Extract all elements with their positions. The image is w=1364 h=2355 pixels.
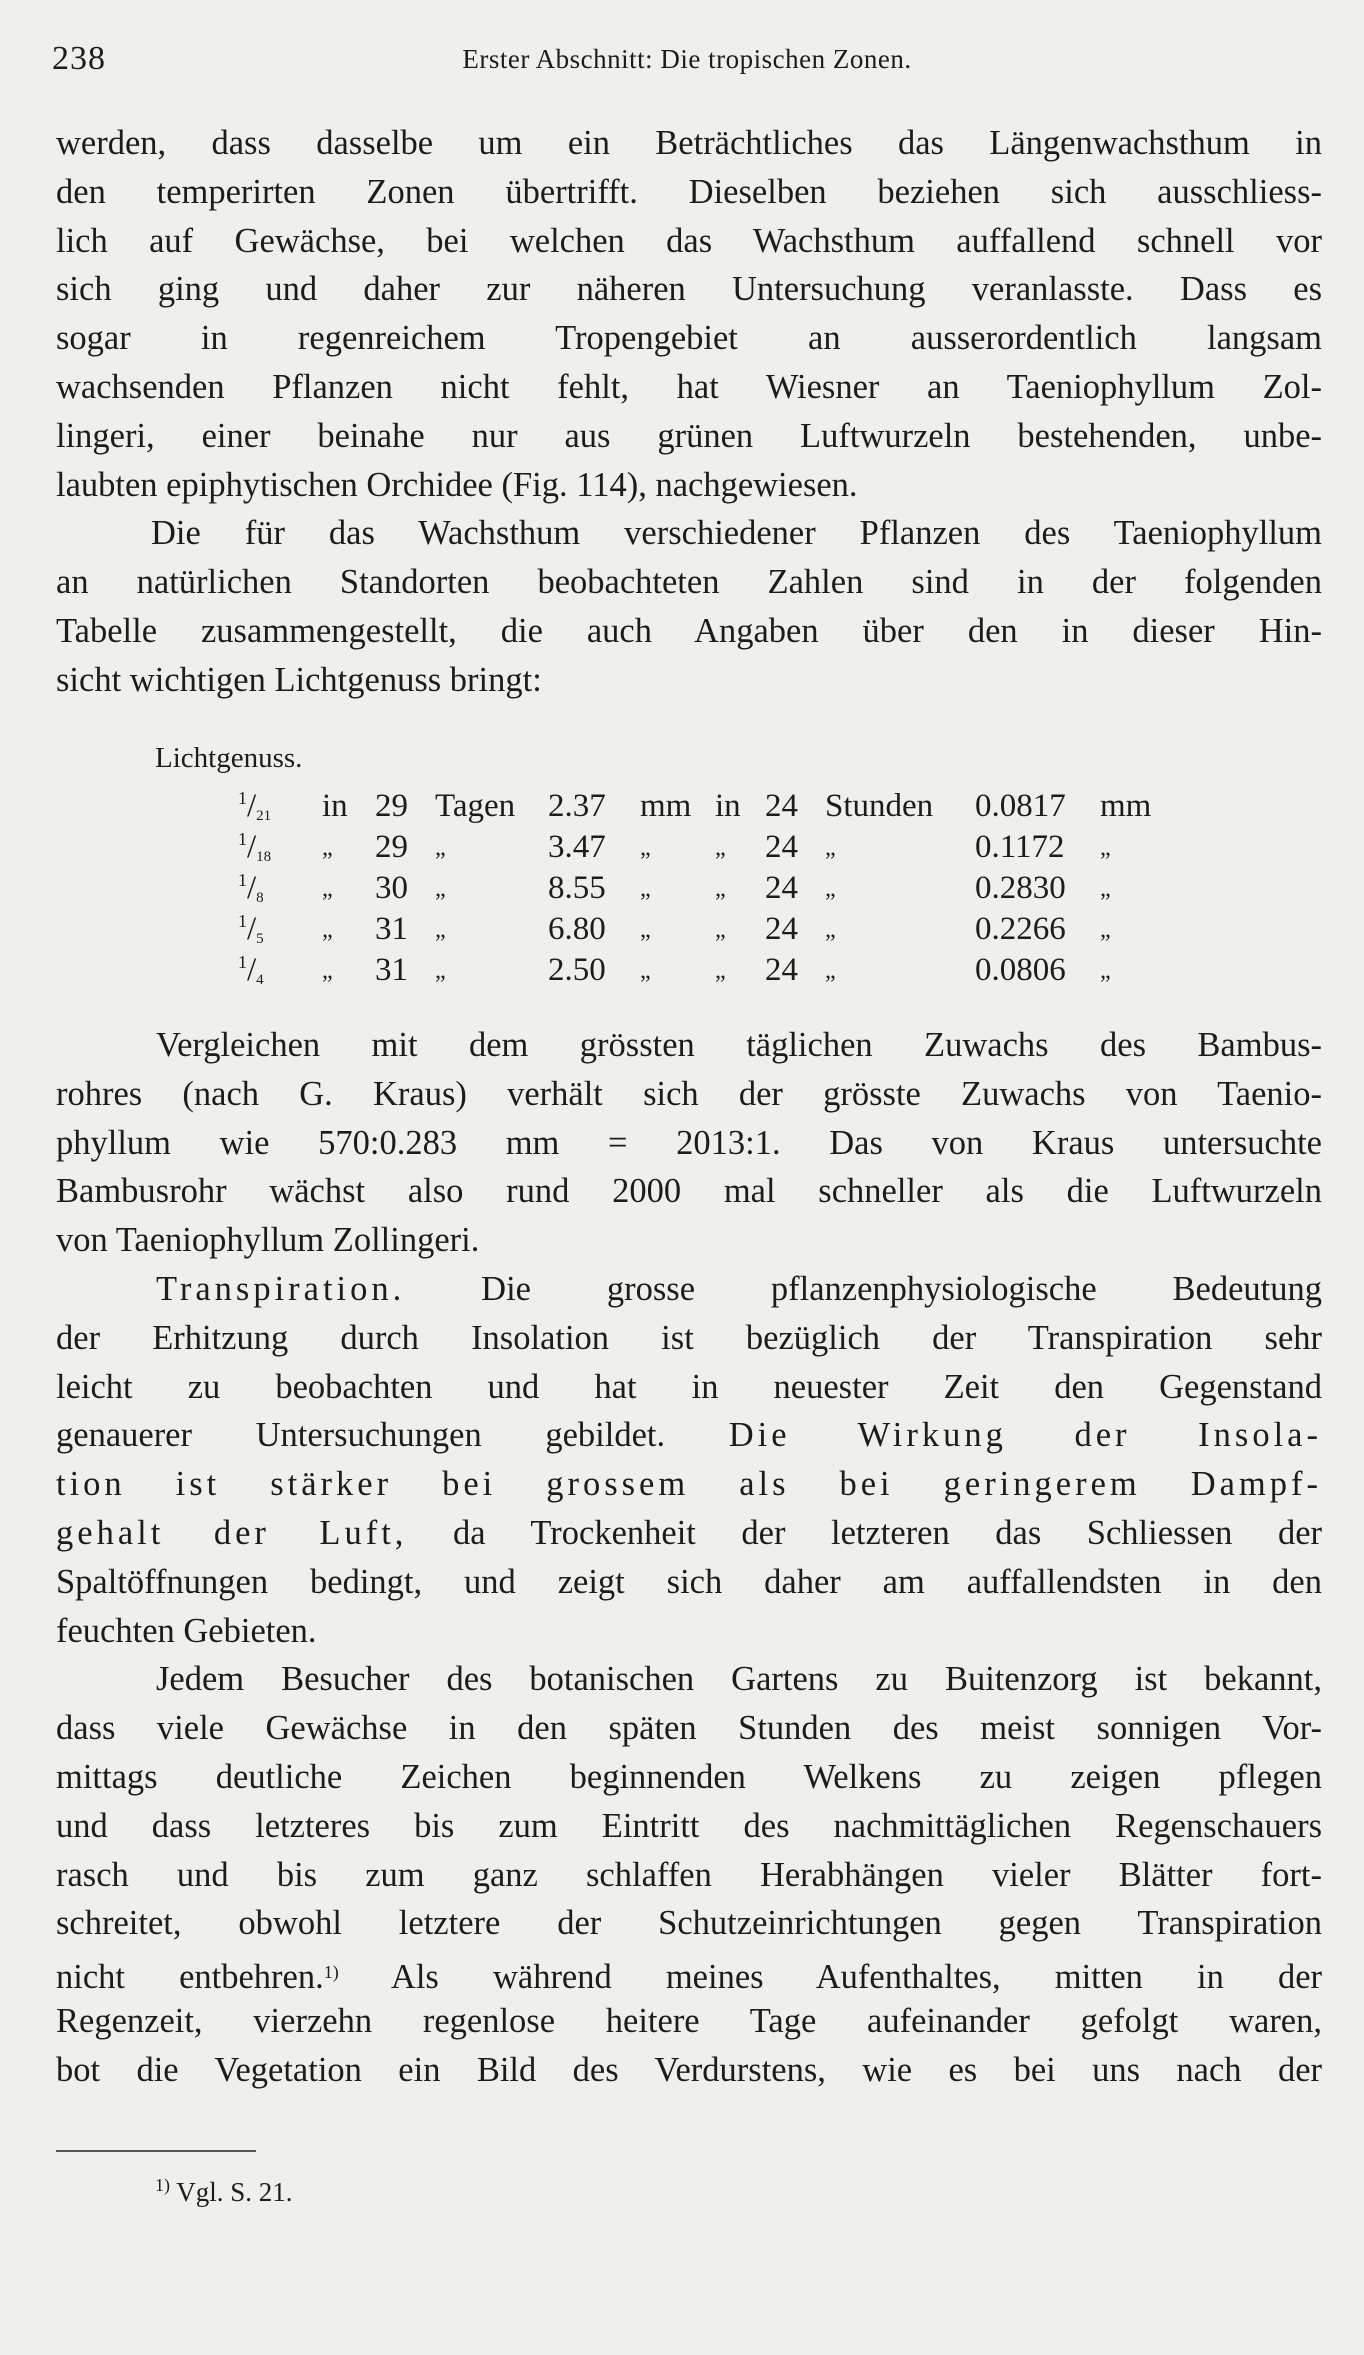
- fraction-slash: /: [247, 870, 257, 906]
- page-number: 238: [52, 40, 106, 77]
- text-line: [56, 1314, 1322, 1363]
- in-cell: „: [322, 876, 333, 902]
- text-line: [56, 2046, 1322, 2095]
- rate-cell: 0.1172: [975, 829, 1065, 865]
- in-cell: „: [715, 835, 726, 861]
- days-cell: 29: [375, 788, 408, 824]
- text-run: Bambusrohr wächst also rund 2000 mal schneller als die Luftwurzeln: [56, 1172, 1322, 1211]
- hours-cell: 24: [765, 788, 798, 824]
- paragraph-1: [56, 119, 1322, 705]
- fraction-numerator: 1: [238, 788, 247, 808]
- fraction-numerator: 1: [238, 952, 247, 972]
- stunden-cell: „: [825, 876, 836, 902]
- mm-cell: mm: [1100, 788, 1152, 824]
- stunden-cell: Stunden: [825, 788, 934, 824]
- fraction-numerator: 1: [238, 870, 247, 890]
- mm-cell: „: [640, 917, 651, 943]
- text-line: [56, 1753, 1322, 1802]
- in-cell: in: [715, 788, 741, 824]
- mm-cell: mm: [640, 788, 692, 824]
- growth-cell: 3.47: [548, 829, 606, 865]
- days-cell: 30: [375, 870, 408, 906]
- text-line: lingeri, einer beinahe nur aus grünen Luftwurzeln bestehenden, unbe-: [56, 416, 1322, 455]
- text-line: [56, 1216, 1322, 1265]
- text-line: wachsenden Pflanzen nicht fehlt, hat Wiesner an Taeniophyllum Zol-: [56, 367, 1322, 406]
- text-run: Die grosse pflanzenphysiologische Bedeutung: [405, 1269, 1322, 1308]
- text-run: bot die Vegetation ein Bild des Verdurstens, wie es bei uns nach der: [56, 2050, 1322, 2089]
- spaced-text: tion ist stärker bei grossem als bei geringerem Dampf-: [56, 1465, 1322, 1504]
- spaced-text: Die Wirkung der Insola-: [728, 1416, 1322, 1455]
- text-line: [56, 1021, 1322, 1070]
- text-line: [56, 1363, 1322, 1412]
- in-cell: „: [715, 917, 726, 943]
- days-cell: 29: [375, 829, 408, 865]
- table-row: [0, 911, 1364, 951]
- text-line: [56, 1509, 1322, 1558]
- footnote-mark: 1): [155, 2175, 170, 2195]
- fraction-slash: /: [247, 788, 257, 824]
- text-run: mittags deutliche Zeichen beginnenden Welkens zu zeigen pflegen: [56, 1757, 1322, 1796]
- mm-cell: „: [640, 958, 651, 984]
- in-cell: „: [322, 958, 333, 984]
- text-line: [56, 1655, 1322, 1704]
- tagen-cell: Tagen: [435, 788, 516, 824]
- spaced-text: Transpiration.: [156, 1269, 406, 1308]
- fraction-slash: /: [247, 829, 257, 865]
- tagen-cell: „: [435, 876, 446, 902]
- text-run: Vergleichen mit dem grössten täglichen Zuwachs des Bambus-: [156, 1026, 1322, 1064]
- growth-cell: 2.37: [548, 788, 606, 824]
- light-fraction: [238, 911, 264, 948]
- text-line: [56, 1119, 1322, 1168]
- running-head: Erster Abschnitt: Die tropischen Zonen.: [462, 44, 912, 74]
- text-run: phyllum wie 570:0.283 mm = 2013:1. Das von Kraus untersuchte: [56, 1123, 1322, 1162]
- tagen-cell: „: [435, 917, 446, 943]
- text-line: [56, 1411, 1322, 1460]
- text-line: [56, 1167, 1322, 1216]
- in-cell: „: [322, 835, 333, 861]
- light-fraction: [238, 788, 271, 825]
- stunden-cell: „: [825, 958, 836, 984]
- fraction-denominator: 4: [256, 972, 264, 988]
- mm-cell: „: [1100, 835, 1111, 861]
- hours-cell: 24: [765, 952, 798, 988]
- spaced-text: gehalt der Luft,: [56, 1513, 408, 1552]
- text-line: [56, 1704, 1322, 1753]
- text-line: werden, dass dasselbe um ein Beträchtliches das Längenwachsthum in: [56, 124, 1322, 162]
- days-cell: 31: [375, 952, 408, 988]
- mm-cell: „: [1100, 876, 1111, 902]
- text-line: [56, 1607, 1322, 1656]
- hours-cell: 24: [765, 870, 798, 906]
- text-run: von Taeniophyllum Zollingeri.: [56, 1221, 480, 1260]
- text-run: Spaltöffnungen bedingt, und zeigt sich daher am auffallendsten in den: [56, 1562, 1322, 1601]
- in-cell: „: [322, 917, 333, 943]
- fraction-slash: /: [247, 952, 257, 988]
- text-run: Regenzeit, vierzehn regenlose heitere Tage aufeinander gefolgt waren,: [56, 2001, 1322, 2040]
- footnote-reference: 1): [323, 1962, 339, 1983]
- text-run: und dass letzteres bis zum Eintritt des nachmittäglichen Regenschauers: [56, 1806, 1322, 1845]
- text-run: rasch und bis zum ganz schlaffen Herabhängen vieler Blätter fort-: [56, 1855, 1322, 1894]
- footnote: [155, 2175, 293, 2208]
- footnote-text: Vgl. S. 21.: [170, 2177, 293, 2207]
- fraction-numerator: 1: [238, 911, 247, 931]
- mm-cell: „: [640, 835, 651, 861]
- fraction-slash: /: [247, 911, 257, 947]
- growth-cell: 6.80: [548, 911, 606, 947]
- text-line: sicht wichtigen Lichtgenuss bringt:: [56, 660, 542, 699]
- text-line: [56, 1558, 1322, 1607]
- text-line: [56, 1948, 1322, 1997]
- text-line: [56, 1899, 1322, 1948]
- hours-cell: 24: [765, 829, 798, 865]
- light-fraction: [238, 870, 264, 907]
- text-line: Die für das Wachsthum verschiedener Pflanzen des Taeniophyllum: [151, 514, 1322, 553]
- table-row: [0, 829, 1364, 869]
- table-row: [0, 952, 1364, 992]
- text-line: [56, 1997, 1322, 2046]
- text-run: schreitet, obwohl letztere der Schutzeinrichtungen gegen Transpiration: [56, 1904, 1322, 1943]
- light-fraction: [238, 952, 264, 989]
- rate-cell: 0.2830: [975, 870, 1066, 906]
- tagen-cell: „: [435, 835, 446, 861]
- text-line: an natürlichen Standorten beobachteten Zahlen sind in der folgenden: [56, 563, 1322, 602]
- paragraph-2: [56, 1021, 1322, 2095]
- text-line: [56, 1070, 1322, 1119]
- mm-cell: „: [1100, 958, 1111, 984]
- text-run: dass viele Gewächse in den späten Stunden des meist sonnigen Vor-: [56, 1709, 1322, 1748]
- stunden-cell: „: [825, 835, 836, 861]
- text-line: sich ging und daher zur näheren Untersuchung veranlasste. Dass es: [56, 270, 1322, 309]
- fraction-denominator: 18: [256, 849, 272, 865]
- text-run: da Trockenheit der letzteren das Schliessen der: [407, 1513, 1323, 1552]
- rate-cell: 0.0806: [975, 952, 1066, 988]
- tagen-cell: „: [435, 958, 446, 984]
- text-line: Tabelle zusammengestellt, die auch Angaben über den in dieser Hin-: [56, 611, 1322, 650]
- text-run: rohres (nach G. Kraus) verhält sich der grösste Zuwachs von Taenio-: [56, 1074, 1322, 1113]
- text-run: nicht entbehren.: [56, 1958, 324, 1997]
- mm-cell: „: [640, 876, 651, 902]
- in-cell: „: [715, 958, 726, 984]
- text-line: [56, 1460, 1322, 1509]
- text-line: laubten epiphytischen Orchidee (Fig. 114), nachgewiesen.: [56, 465, 858, 504]
- text-line: den temperirten Zonen übertrifft. Dieselben beziehen sich ausschliess-: [56, 172, 1322, 211]
- light-fraction: [238, 829, 271, 866]
- page-header: [52, 40, 1322, 90]
- text-run: der Erhitzung durch Insolation ist bezüglich der Transpiration sehr: [56, 1318, 1322, 1357]
- growth-cell: 8.55: [548, 870, 606, 906]
- text-run: Als während meines Aufenthaltes, mitten in der: [338, 1958, 1323, 1997]
- table-row: [0, 870, 1364, 910]
- in-cell: in: [322, 788, 348, 824]
- rate-cell: 0.0817: [975, 788, 1066, 824]
- fraction-denominator: 21: [256, 808, 272, 824]
- days-cell: 31: [375, 911, 408, 947]
- mm-cell: „: [1100, 917, 1111, 943]
- text-line: [56, 1265, 1322, 1314]
- text-line: [56, 1802, 1322, 1851]
- text-run: feuchten Gebieten.: [56, 1611, 317, 1650]
- in-cell: „: [715, 876, 726, 902]
- footnote-rule: [56, 2150, 256, 2152]
- fraction-denominator: 8: [256, 890, 264, 906]
- stunden-cell: „: [825, 917, 836, 943]
- text-line: [56, 1851, 1322, 1900]
- text-line: sogar in regenreichem Tropengebiet an ausserordentlich langsam: [56, 319, 1322, 358]
- table-label: Lichtgenuss.: [155, 742, 303, 774]
- text-run: leicht zu beobachten und hat in neuester Zeit den Gegenstand: [56, 1367, 1322, 1406]
- rate-cell: 0.2266: [975, 911, 1066, 947]
- text-run: genauerer Untersuchungen gebildet.: [56, 1416, 729, 1455]
- text-run: Jedem Besucher des botanischen Gartens zu Buitenzorg ist bekannt,: [156, 1660, 1322, 1699]
- fraction-denominator: 5: [256, 931, 264, 947]
- table-row: [0, 788, 1364, 828]
- fraction-numerator: 1: [238, 829, 247, 849]
- text-line: lich auf Gewächse, bei welchen das Wachsthum auffallend schnell vor: [56, 221, 1322, 260]
- hours-cell: 24: [765, 911, 798, 947]
- growth-cell: 2.50: [548, 952, 606, 988]
